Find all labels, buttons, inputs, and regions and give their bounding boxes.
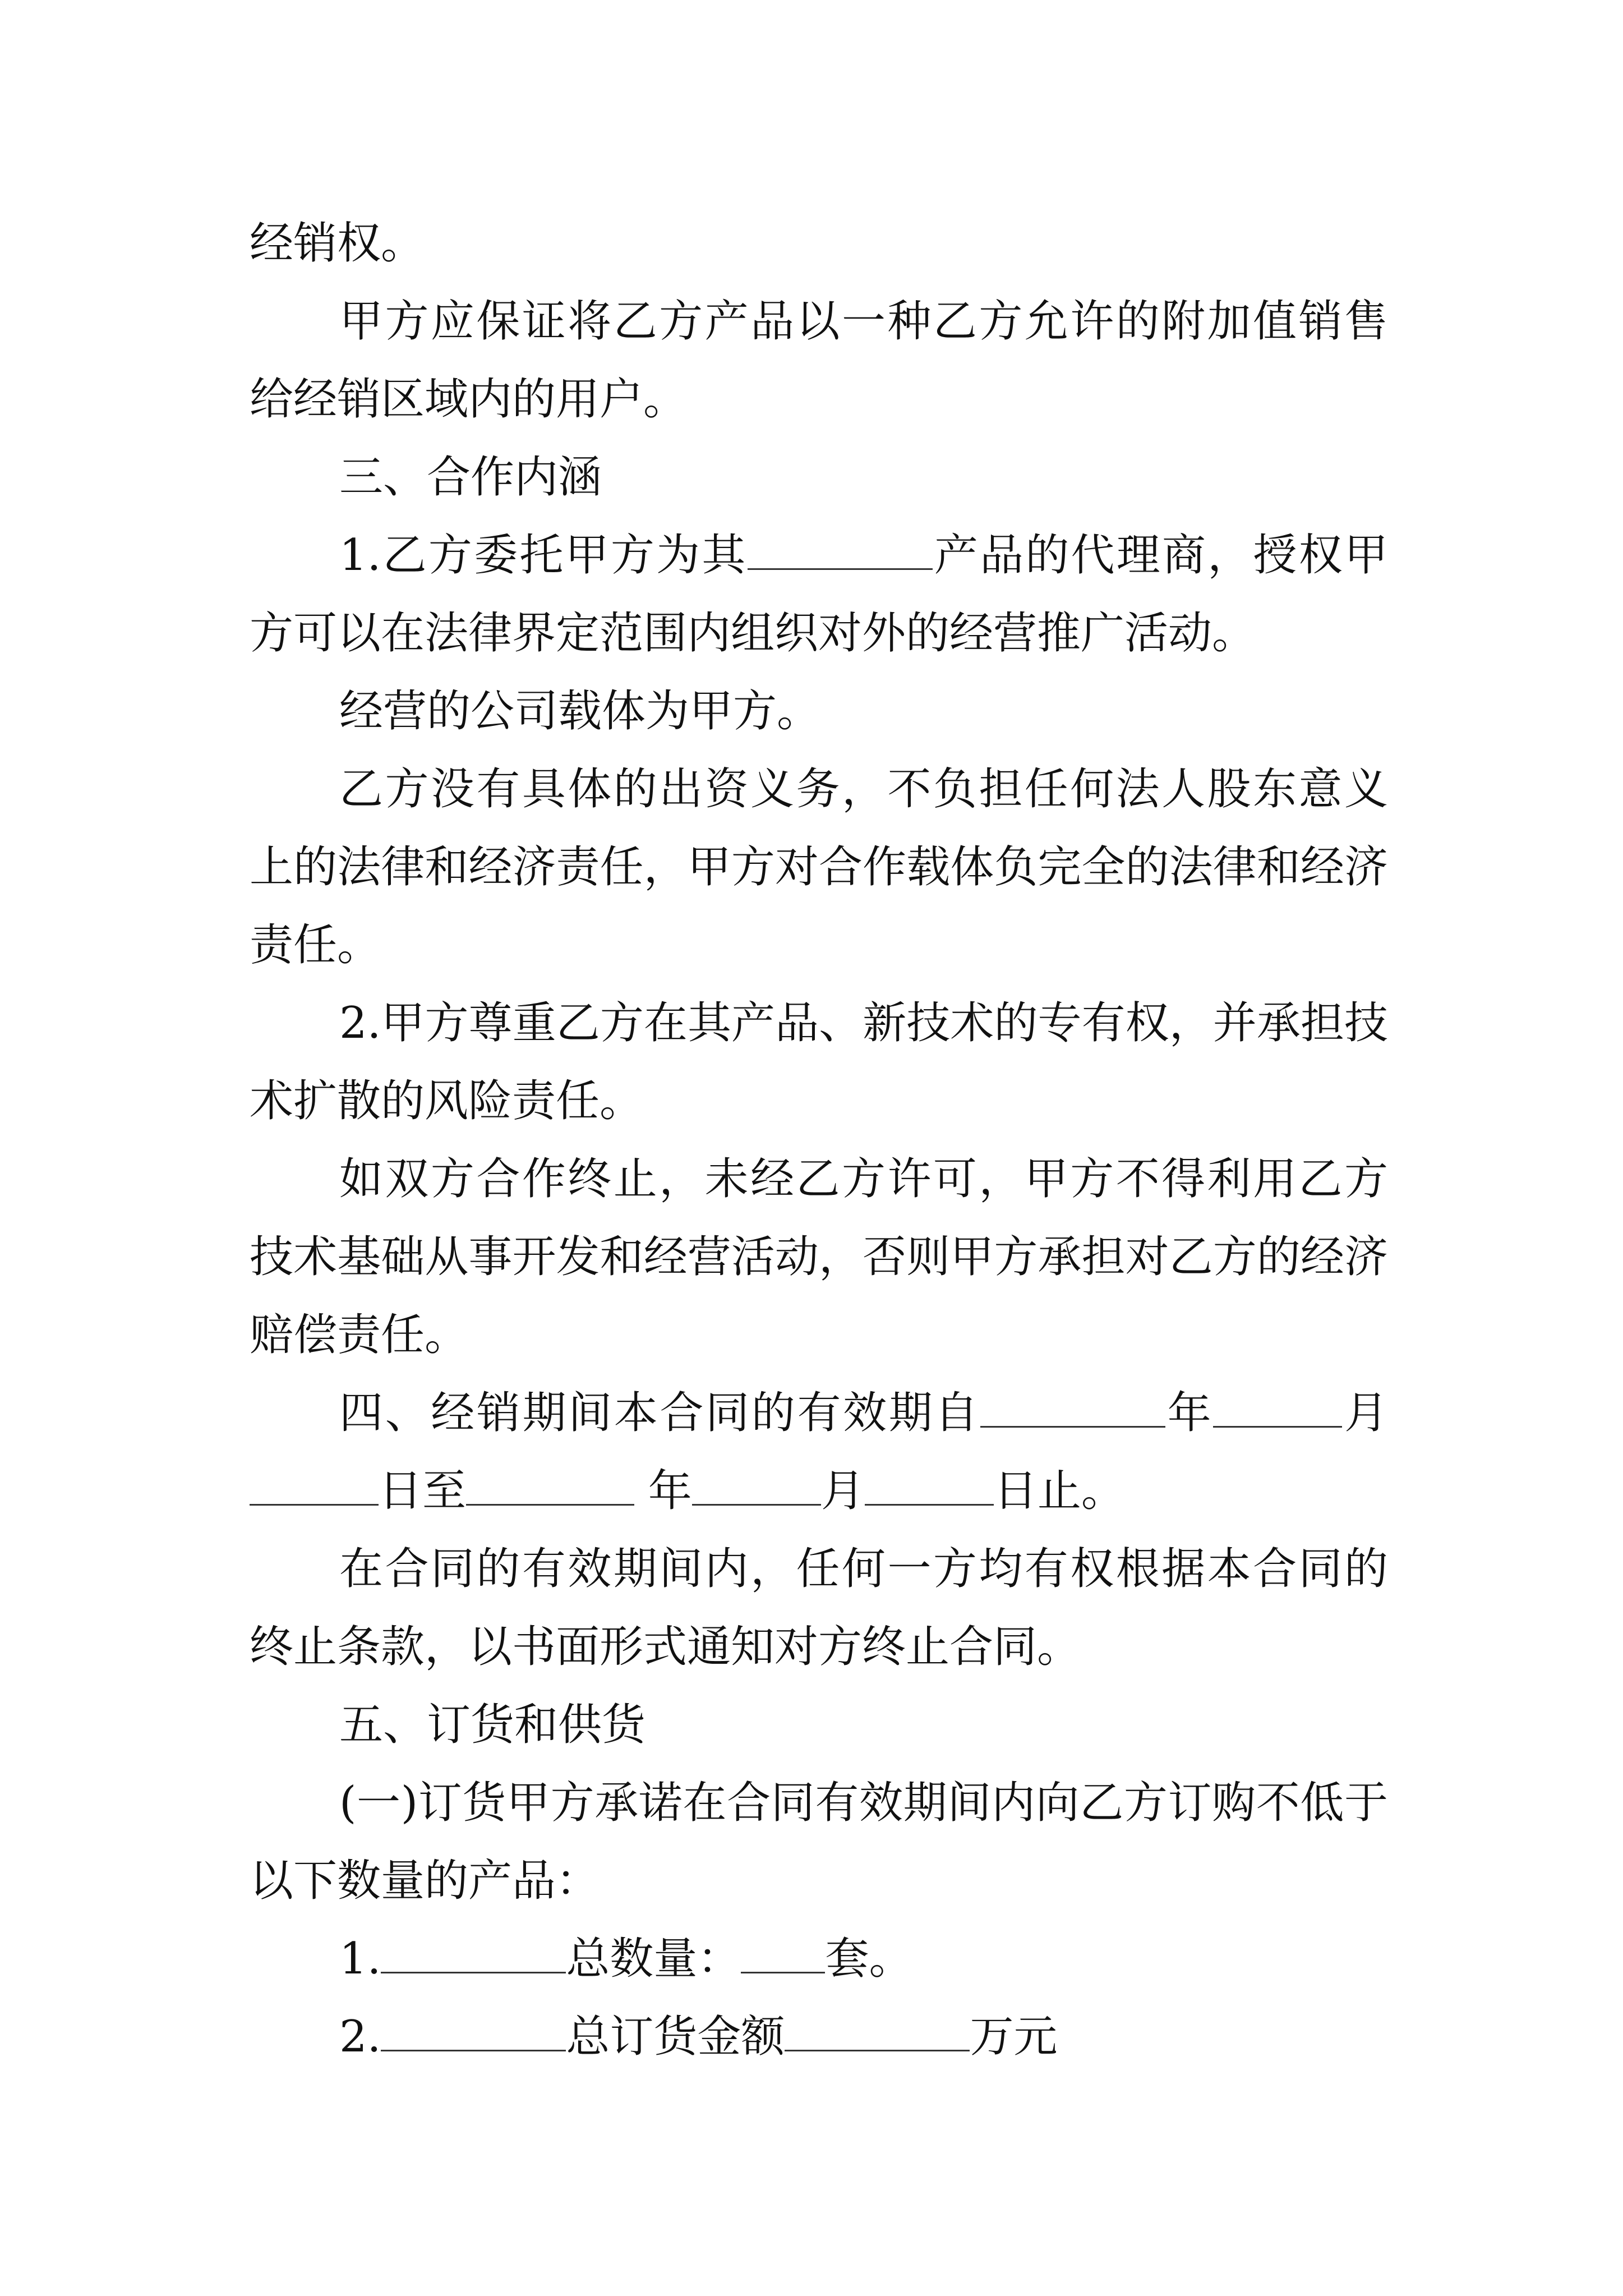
- end-month-blank[interactable]: [692, 1471, 821, 1506]
- paragraph-text: 如双方合作终止，未经乙方许可，甲方不得利用乙方技术基础从事开发和经营活动，否则甲方承担对乙方的经济赔偿责任。: [250, 1154, 1388, 1360]
- paragraph-company-carrier: [250, 673, 1388, 751]
- clause-agent-appointment: [250, 517, 1388, 673]
- paragraph-termination-restriction: [250, 1140, 1388, 1374]
- year-label: 年: [634, 1466, 692, 1516]
- period-text-start: 四、经销期间本合同的有效期自: [339, 1388, 981, 1438]
- product-blank[interactable]: [381, 1939, 566, 1973]
- section-heading-distribution-period: [250, 1374, 1388, 1530]
- month-label: 月: [1342, 1388, 1388, 1438]
- clause-ordering-commitment: [250, 1764, 1388, 1920]
- paragraph-text: 经销权。: [250, 218, 425, 269]
- paragraph-liability: [250, 751, 1388, 984]
- item-number: 2.: [339, 2012, 381, 2062]
- product-blank[interactable]: [381, 2017, 566, 2051]
- item-label: 总订货金额: [566, 2012, 785, 2062]
- paragraph-distribution-right: [250, 205, 1388, 283]
- year-label: 年: [1165, 1388, 1214, 1438]
- item-unit: 万元: [970, 2012, 1058, 2062]
- paragraph-text: 甲方应保证将乙方产品以一种乙方允许的附加值销售给经销区域内的用户。: [250, 296, 1388, 425]
- item-unit: 套。: [825, 1934, 913, 1984]
- clause-text-end: 产品的代理商，授权甲方可以在法律界定范围内组织对外的经营推广活动。: [250, 530, 1388, 659]
- item-number: 1.: [339, 1934, 381, 1984]
- heading-text: 五、订货和供货: [339, 1700, 646, 1750]
- clause-text-start: 1.乙方委托甲方为其: [339, 530, 748, 581]
- paragraph-text: 乙方没有具体的出资义务，不负担任何法人股东意义上的法律和经济责任，甲方对合作载体负完全的法律和经济责任。: [250, 764, 1388, 970]
- day-end-label: 日止。: [993, 1466, 1125, 1516]
- start-year-blank[interactable]: [980, 1393, 1165, 1428]
- product-name-blank[interactable]: [748, 536, 933, 570]
- paragraph-text: 2.甲方尊重乙方在其产品、新技术的专有权，并承担技术扩散的风险责任。: [250, 998, 1388, 1126]
- paragraph-text: 在合同的有效期间内，任何一方均有权根据本合同的终止条款，以书面形式通知对方终止合同。: [250, 1544, 1388, 1672]
- start-month-blank[interactable]: [1213, 1393, 1342, 1428]
- heading-text: 三、合作内涵: [339, 452, 602, 503]
- end-day-blank[interactable]: [865, 1471, 994, 1506]
- section-heading-ordering: [250, 1686, 1388, 1764]
- end-year-blank[interactable]: [466, 1471, 634, 1506]
- start-day-blank[interactable]: [250, 1471, 379, 1506]
- month-label: 月: [820, 1466, 865, 1516]
- clause-proprietary-rights: [250, 984, 1388, 1140]
- quantity-blank[interactable]: [741, 1939, 825, 1973]
- paragraph-text: 经营的公司载体为甲方。: [339, 686, 821, 737]
- item-total-quantity: [250, 1920, 1388, 1998]
- section-heading-cooperation: [250, 439, 1388, 517]
- day-to-label: 日至: [379, 1466, 467, 1516]
- item-label: 总数量：: [566, 1934, 741, 1984]
- item-total-amount: [250, 1998, 1388, 2076]
- paragraph-value-added-sales: [250, 283, 1388, 439]
- document-page: [250, 205, 1388, 2076]
- paragraph-termination-notice: [250, 1530, 1388, 1686]
- paragraph-text: (一)订货甲方承诺在合同有效期间内向乙方订购不低于以下数量的产品：: [250, 1778, 1388, 1906]
- amount-blank[interactable]: [785, 2017, 970, 2051]
